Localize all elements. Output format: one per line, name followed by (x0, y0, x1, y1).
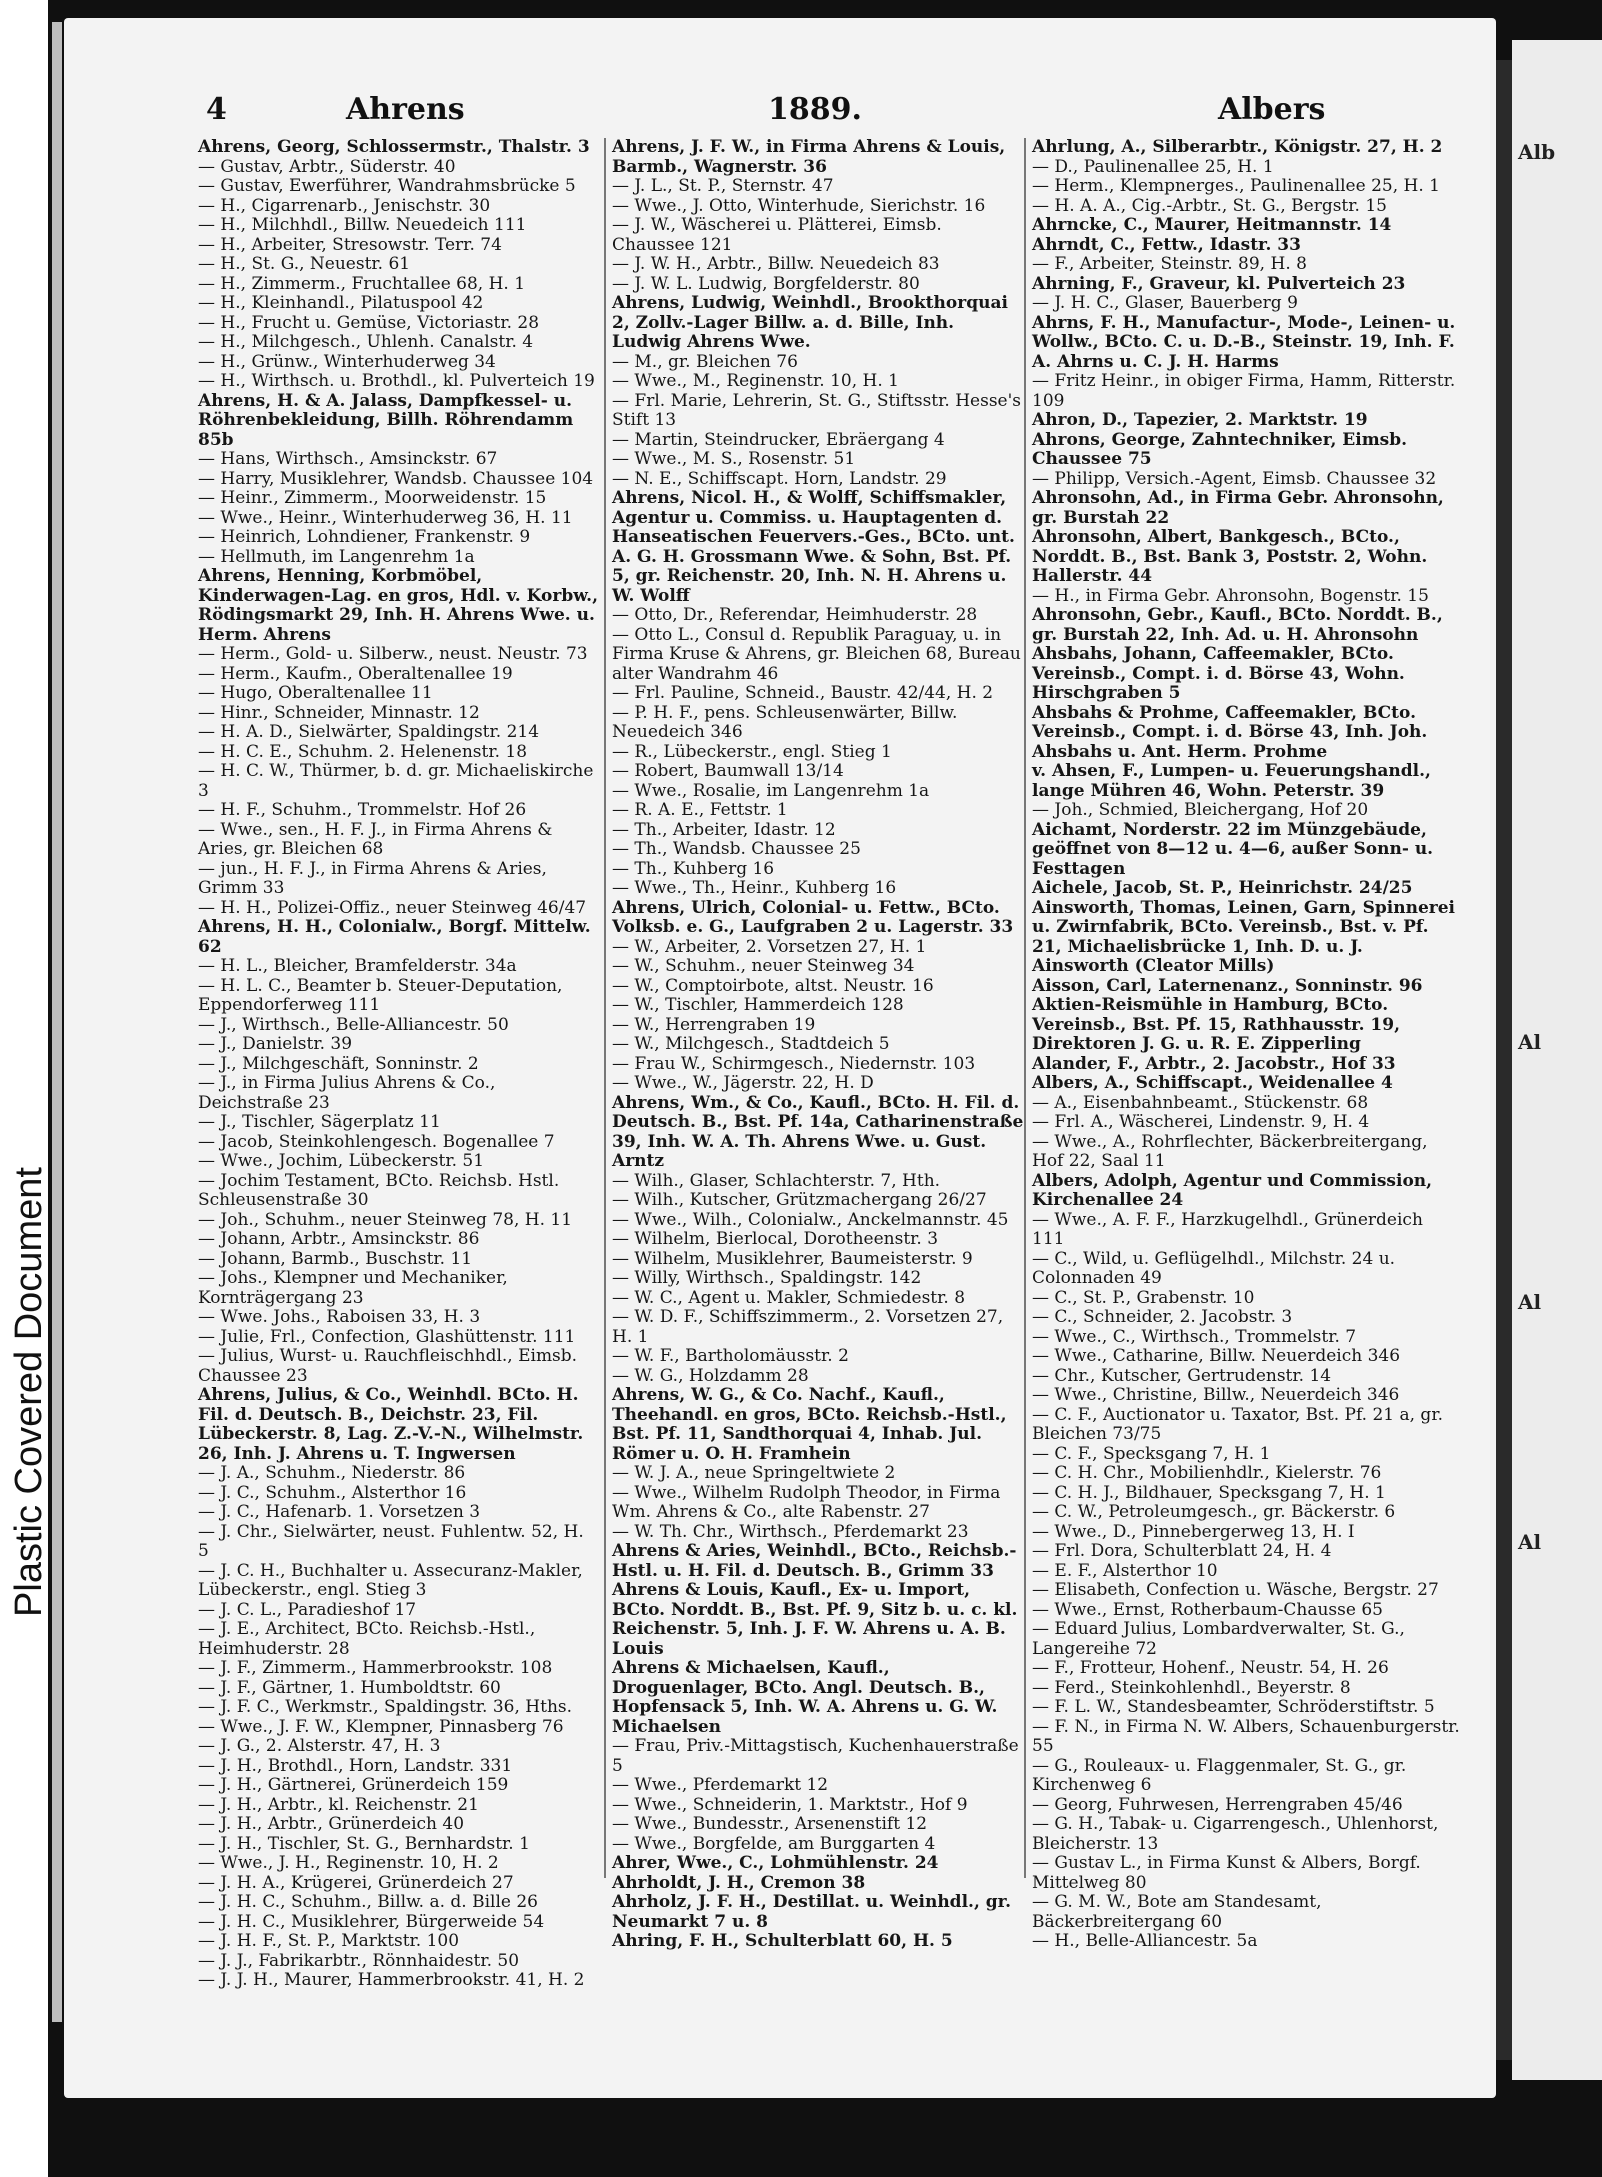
directory-entry: Ahrens, H. & A. Jalass, Dampfkessel- u. Röhrenbekleidung, Billh. Röhrendamm 85b (198, 390, 574, 450)
directory-entry: — H. C. W., Thürmer, b. d. gr. Michaeliskirche 3 (198, 761, 594, 801)
directory-entry: — Wilh., Glaser, Schlachterstr. 7, Hth. (612, 1170, 941, 1191)
directory-entry: — Harry, Musiklehrer, Wandsb. Chaussee 104 (198, 468, 594, 489)
directory-entry: Ahsbahs, Johann, Caffeemakler, BCto. Vereinsb., Compt. i. d. Börse 43, Wohn. Hirschgraben 5 (1032, 644, 1405, 703)
directory-entry: — W. J. A., neue Springeltwiete 2 (612, 1463, 896, 1483)
directory-entry: — Wwe., Rosalie, im Langenrehm 1a (612, 780, 930, 801)
next-page-fragment: Al (1518, 1030, 1542, 1054)
directory-entry: — H., Frucht u. Gemüse, Victoriastr. 28 (198, 312, 540, 333)
directory-entry: — C. F., Auctionator u. Taxator, Bst. Pf. 21 a, gr. Bleichen 73/75 (1032, 1404, 1443, 1444)
directory-entry: — H. H., Polizei-Offiz., neuer Steinweg 46/47 (198, 897, 587, 918)
directory-entry: — G. H., Tabak- u. Cigarrengesch., Uhlenhorst, Bleicherstr. 13 (1032, 1814, 1439, 1854)
directory-entry: — J. C. H., Buchhalter u. Assecuranz-Makler, Lübeckerstr., engl. Stieg 3 (198, 1560, 583, 1600)
side-watermark-label: Plastic Covered Document (8, 1167, 50, 1617)
directory-entry: — J. W. H., Arbtr., Billw. Neuedeich 83 (612, 254, 940, 274)
directory-entry: — J. H., Tischler, St. G., Bernhardstr. 1 (198, 1833, 530, 1854)
directory-entry: — H., Kleinhandl., Pilatuspool 42 (198, 293, 484, 313)
directory-entry: Albers, Adolph, Agentur und Commission, Kirchenallee 24 (1032, 1170, 1433, 1210)
directory-entry: — Julius, Wurst- u. Rauchfleischhdl., Eimsb. Chaussee 23 (198, 1346, 578, 1386)
directory-entry: — Th., Kuhberg 16 (612, 858, 775, 879)
directory-entry: Ahrens, Ulrich, Colonial- u. Fettw., BCto. Volksb. e. G., Laufgraben 2 u. Lagerstr. 33 (612, 897, 1014, 937)
directory-entry: — H. L. C., Beamter b. Steuer-Deputation, Eppendorferweg 111 (198, 975, 563, 1015)
page-header (136, 92, 1432, 132)
directory-entry: — Frau W., Schirmgesch., Niedernstr. 103 (612, 1053, 976, 1074)
directory-entry: — W. Th. Chr., Wirthsch., Pferdemarkt 23 (612, 1521, 969, 1542)
directory-entry: — Fritz Heinr., in obiger Firma, Hamm, Ritterstr. 109 (1032, 371, 1456, 411)
directory-entry: — W., Herrengraben 19 (612, 1014, 816, 1035)
directory-entry: — Otto, Dr., Referendar, Heimhuderstr. 28 (612, 605, 978, 625)
directory-entry: — Wwe., A., Rohrflechter, Bäckerbreitergang, Hof 22, Saal 11 (1032, 1131, 1428, 1171)
directory-entry: — Wilhelm, Bierlocal, Dorotheenstr. 3 (612, 1229, 939, 1249)
directory-entry: — Frl. A., Wäscherei, Lindenstr. 9, H. 4 (1032, 1112, 1370, 1132)
directory-entry: — Wwe., Catharine, Billw. Neuerdeich 346 (1032, 1346, 1401, 1366)
directory-entry: — J. H., Arbtr., kl. Reichenstr. 21 (198, 1794, 479, 1815)
next-page-edge (1512, 40, 1602, 2080)
directory-entry: Ahrens & Louis, Kaufl., Ex- u. Import, BCto. Norddt. B., Bst. Pf. 9, Sitz b. u. c. kl. Reichenstr. 5, Inh. J. F. W. Ahrens u. A. B. Louis (612, 1580, 1018, 1659)
next-page-fragment: Al (1518, 1290, 1542, 1314)
directory-entry: Aisson, Carl, Laternenanz., Sonninstr. 96 (1032, 975, 1423, 996)
directory-entry: Albers, A., Schiffscapt., Weidenallee 4 (1032, 1073, 1393, 1093)
directory-entry: Ahrons, George, Zahntechniker, Eimsb. Chaussee 75 (1032, 429, 1408, 469)
directory-entry: — Wilh., Kutscher, Grützmachergang 26/27 (612, 1190, 987, 1210)
directory-entry: — H. A. A., Cig.-Arbtr., St. G., Bergstr. 15 (1032, 195, 1387, 216)
directory-entry: — P. H. F., pens. Schleusenwärter, Billw. Neuedeich 346 (612, 702, 958, 742)
directory-entry: Ahrens, Nicol. H., & Wolff, Schiffsmakler, Agentur u. Commiss. u. Hauptagenten d. Hanseatischen Feuervers.-Ges., BCto. unt. A. G. H. Grossmann Wwe. & Sohn, Bst. Pf. 5, gr. Reichenstr. 20, Inh. N. H. Ahrens u. W. Wolff (612, 488, 1015, 606)
page-number: 4 (206, 92, 227, 127)
directory-entry: — H., Arbeiter, Stresowstr. Terr. 74 (198, 234, 502, 255)
directory-entry: Aichele, Jacob, St. P., Heinrichstr. 24/25 (1032, 878, 1413, 898)
directory-entry: — Gustav, Ewerführer, Wandrahmsbrücke 5 (198, 176, 576, 196)
directory-entry: Ahrens, W. G., & Co. Nachf., Kaufl., Theehandl. en gros, BCto. Reichsb.-Hstl., Bst. Pf. 11, Sandthorquai 4, Inhab. Jul. Römer u. O. H. Framhein (612, 1385, 1007, 1464)
directory-entry: Ahrens, Julius, & Co., Weinhdl. BCto. H. Fil. d. Deutsch. B., Deichstr. 23, Fil. Lübeckerstr. 8, Lag. Z.-V.-N., Wilhelmstr. 26, Inh. J. Ahrens u. T. Ingwersen (198, 1385, 584, 1464)
directory-entry: Ahron, D., Tapezier, 2. Marktstr. 19 (1032, 410, 1368, 430)
directory-entry: Ainsworth, Thomas, Leinen, Garn, Spinnerei u. Zwirnfabrik, BCto. Vereinsb., Bst. v. Pf. 21, Michaelisbrücke 1, Inh. D. u. J. Ainsworth (Cleator Mills) (1032, 897, 1455, 976)
directory-entry: — J. F., Zimmerm., Hammerbrookstr. 108 (198, 1658, 553, 1678)
directory-entry: — H. C. E., Schuhm. 2. Helenenstr. 18 (198, 741, 528, 762)
directory-entry: — Joh., Schuhm., neuer Steinweg 78, H. 11 (198, 1209, 573, 1230)
directory-entry: — Herm., Kaufm., Oberaltenallee 19 (198, 663, 513, 684)
directory-entry: — Ferd., Steinkohlenhdl., Beyerstr. 8 (1032, 1677, 1351, 1698)
directory-entry: — G., Rouleaux- u. Flaggenmaler, St. G., gr. Kirchenweg 6 (1032, 1755, 1407, 1795)
directory-entry: — Elisabeth, Confection u. Wäsche, Bergstr. 27 (1032, 1580, 1439, 1600)
directory-entry: — Wwe., Bundesstr., Arsenenstift 12 (612, 1814, 928, 1834)
next-page-fragment: Al (1518, 1530, 1542, 1554)
directory-entry: — C., St. P., Grabenstr. 10 (1032, 1287, 1255, 1308)
directory-entry: — Wwe., Th., Heinr., Kuhberg 16 (612, 878, 897, 898)
directory-entry: — Gustav L., in Firma Kunst & Albers, Borgf. Mittelweg 80 (1032, 1853, 1421, 1893)
directory-column-1 (198, 137, 598, 1990)
directory-entry: — Frau, Priv.-Mittagstisch, Kuchenhauerstraße 5 (612, 1736, 1019, 1776)
directory-entry: — H., Zimmerm., Fruchtallee 68, H. 1 (198, 273, 526, 294)
directory-entry: — jun., H. F. J., in Firma Ahrens & Aries, Grimm 33 (198, 858, 547, 898)
directory-entry: — Wwe., Wilhelm Rudolph Theodor, in Firma Wm. Ahrens & Co., alte Rabenstr. 27 (612, 1482, 1001, 1522)
directory-entry: — J. H., Arbtr., Grünerdeich 40 (198, 1814, 465, 1834)
directory-entry: — Frl. Marie, Lehrerin, St. G., Stiftsstr. Hesse's Stift 13 (612, 390, 1021, 430)
directory-entry: — J. F., Gärtner, 1. Humboldtstr. 60 (198, 1677, 501, 1698)
directory-entry: — Wwe., J. Otto, Winterhude, Sierichstr. 16 (612, 195, 986, 216)
directory-entry: — J. W., Wäscherei u. Plätterei, Eimsb. Chaussee 121 (612, 215, 942, 255)
directory-entry: — W. F., Bartholomäusstr. 2 (612, 1346, 849, 1366)
directory-entry: Aichamt, Norderstr. 22 im Münzgebäude, geöffnet von 8—12 u. 4—6, außer Sonn- u. Festtagen (1032, 819, 1434, 879)
directory-entry: — W. D. F., Schiffszimmerm., 2. Vorsetzen 27, H. 1 (612, 1307, 1004, 1347)
directory-entry: — J., Tischler, Sägerplatz 11 (198, 1112, 441, 1132)
directory-entry: — Otto L., Consul d. Republik Paraguay, u. in Firma Kruse & Ahrens, gr. Bleichen 68, Bureau alter Wandrahm 46 (612, 624, 1021, 684)
directory-entry: — Robert, Baumwall 13/14 (612, 761, 844, 781)
directory-entry: — H., in Firma Gebr. Ahronsohn, Bogenstr. 15 (1032, 585, 1429, 606)
directory-entry: — Wwe., Schneiderin, 1. Marktstr., Hof 9 (612, 1794, 968, 1815)
directory-entry: — Johann, Arbtr., Amsinckstr. 86 (198, 1229, 480, 1249)
directory-entry: — H., Belle-Alliancestr. 5a (1032, 1931, 1258, 1951)
next-page-fragment: Alb (1518, 140, 1556, 164)
directory-entry: — Herm., Gold- u. Silberw., neust. Neustr. 73 (198, 644, 588, 664)
directory-entry: — J. W. L. Ludwig, Borgfelderstr. 80 (612, 273, 920, 294)
directory-entry: — C. H. J., Bildhauer, Specksgang 7, H. 1 (1032, 1482, 1386, 1503)
directory-entry: — H., Wirthsch. u. Brothdl., kl. Pulverteich 19 (198, 371, 595, 391)
directory-entry: — H. A. D., Sielwärter, Spaldingstr. 214 (198, 722, 540, 742)
directory-entry: Ahrens, H. H., Colonialw., Borgf. Mittelw. 62 (198, 917, 591, 957)
column-divider (604, 138, 606, 1878)
directory-entry: — D., Paulinenallee 25, H. 1 (1032, 156, 1274, 177)
directory-entry: — Wwe., J. H., Reginenstr. 10, H. 2 (198, 1853, 499, 1873)
directory-entry: — J. H. A., Krügerei, Grünerdeich 27 (198, 1872, 514, 1893)
directory-entry: — Wwe., Pferdemarkt 12 (612, 1775, 829, 1795)
directory-entry: Ahrens, J. F. W., in Firma Ahrens & Louis, Barmb., Wagnerstr. 36 (612, 137, 1006, 177)
directory-entry: Aktien-Reismühle in Hamburg, BCto. Vereinsb., Bst. Pf. 15, Rathhausstr. 19, Direktoren J. G. u. R. E. Zipperling (1032, 995, 1400, 1054)
directory-entry: — C. F., Specksgang 7, H. 1 (1032, 1443, 1271, 1464)
running-head-left: Ahrens (346, 92, 465, 127)
directory-entry: — H., Milchhdl., Billw. Neuedeich 111 (198, 215, 527, 235)
directory-column-2 (612, 137, 1024, 1951)
directory-entry: — Wwe., C., Wirthsch., Trommelstr. 7 (1032, 1326, 1357, 1347)
directory-entry: — H., Milchgesch., Uhlenh. Canalstr. 4 (198, 332, 534, 352)
directory-entry: Ahrns, F. H., Manufactur-, Mode-, Leinen- u. Wollw., BCto. C. u. D.-B., Steinstr. 19, Inh. F. A. Ahrns u. C. J. H. Harms (1032, 312, 1456, 372)
directory-entry: Ahrlung, A., Silberarbtr., Königstr. 27, H. 2 (1032, 137, 1443, 157)
directory-entry: — Wwe., Wilh., Colonialw., Anckelmannstr. 45 (612, 1209, 1009, 1230)
directory-entry: Ahrholdt, J. H., Cremon 38 (612, 1872, 866, 1893)
directory-entry: — E. F., Alsterthor 10 (1032, 1560, 1218, 1581)
directory-entry: Alander, F., Arbtr., 2. Jacobstr., Hof 33 (1032, 1053, 1396, 1074)
directory-entry: — Th., Arbeiter, Idastr. 12 (612, 819, 836, 840)
directory-entry: — Hans, Wirthsch., Amsinckstr. 67 (198, 449, 498, 469)
directory-entry: — H., St. G., Neuestr. 61 (198, 254, 411, 274)
directory-entry: — J., Wirthsch., Belle-Alliancestr. 50 (198, 1014, 509, 1035)
directory-entry: — R., Lübeckerstr., engl. Stieg 1 (612, 741, 892, 762)
directory-entry: Ahrncke, C., Maurer, Heitmannstr. 14 (1032, 215, 1392, 235)
directory-entry: — Johann, Barmb., Buschstr. 11 (198, 1248, 473, 1269)
directory-entry: — J. H. F., St. P., Marktstr. 100 (198, 1931, 460, 1951)
directory-entry: — G. M. W., Bote am Standesamt, Bäckerbreitergang 60 (1032, 1892, 1322, 1932)
directory-entry: — Heinr., Zimmerm., Moorweidenstr. 15 (198, 488, 547, 508)
directory-entry: — W., Comptoirbote, altst. Neustr. 16 (612, 975, 934, 996)
directory-entry: — H. L., Bleicher, Bramfelderstr. 34a (198, 956, 517, 976)
directory-entry: Ahronsohn, Albert, Bankgesch., BCto., Norddt. B., Bst. Bank 3, Poststr. 2, Wohn. Hallerstr. 44 (1032, 527, 1428, 586)
directory-entry: — N. E., Schiffscapt. Horn, Landstr. 29 (612, 468, 947, 489)
directory-entry: Ahronsohn, Gebr., Kaufl., BCto. Norddt. B., gr. Burstah 22, Inh. Ad. u. H. Ahronsohn (1032, 605, 1443, 645)
directory-entry: — Wwe., M. S., Rosenstr. 51 (612, 449, 856, 469)
directory-entry: — Willy, Wirthsch., Spaldingstr. 142 (612, 1268, 922, 1288)
running-head-right: Albers (1218, 92, 1326, 127)
directory-entry: — W., Milchgesch., Stadtdeich 5 (612, 1034, 890, 1054)
directory-entry: — Jochim Testament, BCto. Reichsb. Hstl. Schleusenstraße 30 (198, 1170, 560, 1210)
directory-entry: — J. A., Schuhm., Niederstr. 86 (198, 1463, 466, 1483)
directory-entry: — Hugo, Oberaltenallee 11 (198, 683, 433, 703)
directory-entry: — C., Wild, u. Geflügelhdl., Milchstr. 24 u. Colonnaden 49 (1032, 1248, 1396, 1288)
directory-entry: — J. E., Architect, BCto. Reichsb.-Hstl., Heimhuderstr. 28 (198, 1619, 536, 1659)
directory-entry: — C. W., Petroleumgesch., gr. Bäckerstr. 6 (1032, 1502, 1396, 1522)
directory-entry: — Philipp, Versich.-Agent, Eimsb. Chaussee 32 (1032, 468, 1437, 489)
directory-entry: — Wwe., Borgfelde, am Burggarten 4 (612, 1833, 936, 1854)
directory-entry: — Hinr., Schneider, Minnastr. 12 (198, 702, 480, 723)
directory-entry: — Wwe., W., Jägerstr. 22, H. D (612, 1073, 874, 1093)
directory-entry: — Wwe., sen., H. F. J., in Firma Ahrens & Aries, gr. Bleichen 68 (198, 819, 553, 859)
directory-entry: — Eduard Julius, Lombardverwalter, St. G., Langereihe 72 (1032, 1619, 1405, 1659)
directory-entry: — J. H. C., Schuhm., Billw. a. d. Bille 26 (198, 1892, 538, 1912)
directory-entry: Ahring, F. H., Schulterblatt 60, H. 5 (612, 1931, 953, 1951)
directory-entry: — F., Arbeiter, Steinstr. 89, H. 8 (1032, 254, 1307, 274)
directory-entry: Ahrens, Georg, Schlossermstr., Thalstr. 3 (198, 137, 590, 157)
directory-entry: — F. N., in Firma N. W. Albers, Schauenburgerstr. 55 (1032, 1716, 1460, 1756)
directory-entry: Ahrer, Wwe., C., Lohmühlenstr. 24 (612, 1853, 939, 1873)
directory-entry: — Herm., Klempnerges., Paulinenallee 25, H. 1 (1032, 176, 1440, 196)
directory-entry: Ahrens & Michaelsen, Kaufl., Droguenlager, BCto. Angl. Deutsch. B., Hopfensack 5, Inh. W. A. Ahrens u. G. W. Michaelsen (612, 1658, 998, 1737)
directory-entry: — J., Danielstr. 39 (198, 1034, 353, 1054)
directory-entry: — Hellmuth, im Langenrehm 1a (198, 546, 475, 567)
directory-entry: — Wilhelm, Musiklehrer, Baumeisterstr. 9 (612, 1248, 973, 1269)
directory-column-3 (1032, 137, 1460, 1951)
directory-entry: Ahrens, Wm., & Co., Kaufl., BCto. H. Fil. d. Deutsch. B., Bst. Pf. 14a, Catharinenstraße 39, Inh. W. A. Th. Ahrens Wwe. u. Gust. Arntz (612, 1092, 1024, 1171)
directory-entry: — Wwe., A. F. F., Harzkugelhdl., Grünerdeich 111 (1032, 1209, 1423, 1249)
directory-entry: — J. Chr., Sielwärter, neust. Fuhlentw. 52, H. 5 (198, 1521, 584, 1561)
directory-entry: — H., Cigarrenarb., Jenischstr. 30 (198, 195, 491, 216)
directory-entry: — Gustav, Arbtr., Süderstr. 40 (198, 156, 456, 177)
directory-entry: — J. L., St. P., Sternstr. 47 (612, 176, 834, 196)
directory-entry: Ahrens, Henning, Korbmöbel, Kinderwagen-Lag. en gros, Hdl. v. Korbw., Rödingsmarkt 29, Inh. H. Ahrens Wwe. u. Herm. Ahrens (198, 566, 598, 645)
directory-entry: — J. C., Schuhm., Alsterthor 16 (198, 1482, 467, 1503)
directory-entry: — J., Milchgeschäft, Sonninstr. 2 (198, 1053, 479, 1074)
directory-entry: — Wwe., Heinr., Winterhuderweg 36, H. 11 (198, 507, 573, 528)
directory-entry: — Chr., Kutscher, Gertrudenstr. 14 (1032, 1365, 1332, 1386)
directory-entry: — Wwe., D., Pinnebergerweg 13, H. I (1032, 1521, 1355, 1542)
directory-entry: Ahrens & Aries, Weinhdl., BCto., Reichsb.-Hstl. u. H. Fil. d. Deutsch. B., Grimm 33 (612, 1541, 1017, 1581)
directory-entry: — Johs., Klempner und Mechaniker, Kornträgergang 23 (198, 1268, 508, 1308)
directory-entry: — J. C., Hafenarb. 1. Vorsetzen 3 (198, 1502, 481, 1522)
directory-entry: Ahsbahs & Prohme, Caffeemakler, BCto. Vereinsb., Compt. i. d. Börse 43, Inh. Joh. Ahsbahs u. Ant. Herm. Prohme (1032, 702, 1428, 762)
directory-entry: — Th., Wandsb. Chaussee 25 (612, 839, 861, 859)
directory-entry: — Wwe., M., Reginenstr. 10, H. 1 (612, 371, 899, 391)
directory-entry: v. Ahsen, F., Lumpen- u. Feuerungshandl., lange Mühren 46, Wohn. Peterstr. 39 (1032, 761, 1431, 801)
directory-entry: — H., Grünw., Winterhuderweg 34 (198, 351, 496, 372)
directory-entry: — A., Eisenbahnbeamt., Stückenstr. 68 (1032, 1092, 1369, 1113)
directory-entry: — F., Frotteur, Hohenf., Neustr. 54, H. 26 (1032, 1658, 1389, 1678)
directory-entry: — W. G., Holzdamm 28 (612, 1365, 809, 1386)
directory-entry: — J. J., Fabrikarbtr., Rönnhaidestr. 50 (198, 1950, 520, 1971)
directory-entry: — Wwe. Johs., Raboisen 33, H. 3 (198, 1307, 481, 1327)
directory-entry: — Georg, Fuhrwesen, Herrengraben 45/46 (1032, 1794, 1403, 1815)
directory-entry: — J. H., Gärtnerei, Grünerdeich 159 (198, 1775, 509, 1795)
directory-entry: — J. C. L., Paradieshof 17 (198, 1599, 417, 1620)
directory-entry: — W., Schuhm., neuer Steinweg 34 (612, 956, 915, 976)
directory-entry: — Martin, Steindrucker, Ebräergang 4 (612, 429, 945, 450)
directory-entry: Ahrndt, C., Fettw., Idastr. 33 (1032, 234, 1301, 255)
page-stack-edge (52, 22, 62, 2022)
directory-entry: — Jacob, Steinkohlengesch. Bogenallee 7 (198, 1131, 555, 1152)
directory-entry: — H. F., Schuhm., Trommelstr. Hof 26 (198, 800, 527, 820)
directory-entry: — J. H., Brothdl., Horn, Landstr. 331 (198, 1755, 513, 1776)
directory-entry: — Frl. Dora, Schulterblatt 24, H. 4 (1032, 1541, 1332, 1561)
directory-entry: — J. F. C., Werkmstr., Spaldingstr. 36, Hths. (198, 1697, 573, 1717)
column-divider (1024, 138, 1026, 1878)
directory-entry: — Frl. Pauline, Schneid., Baustr. 42/44, H. 2 (612, 683, 994, 703)
directory-entry: — J. H. C., Glaser, Bauerberg 9 (1032, 293, 1298, 313)
directory-entry: — Julie, Frl., Confection, Glashüttenstr. 111 (198, 1326, 576, 1347)
directory-entry: — J. G., 2. Alsterstr. 47, H. 3 (198, 1736, 441, 1756)
directory-entry: — F. L. W., Standesbeamter, Schröderstiftstr. 5 (1032, 1697, 1435, 1717)
page-year: 1889. (768, 92, 862, 127)
directory-entry: Ahrholz, J. F. H., Destillat. u. Weinhdl., gr. Neumarkt 7 u. 8 (612, 1892, 1011, 1932)
directory-entry: — W., Arbeiter, 2. Vorsetzen 27, H. 1 (612, 936, 927, 957)
directory-entry: Ahrning, F., Graveur, kl. Pulverteich 23 (1032, 273, 1406, 294)
directory-entry: — C. H. Chr., Mobilienhdlr., Kielerstr. 76 (1032, 1463, 1382, 1483)
directory-entry: Ahrens, Ludwig, Weinhdl., Brookthorquai 2, Zollv.-Lager Billw. a. d. Bille, Inh. Ludwig Ahrens Wwe. (612, 293, 1008, 352)
scan-margin-strip (0, 0, 48, 2177)
directory-entry: — Wwe., Jochim, Lübeckerstr. 51 (198, 1151, 485, 1171)
directory-entry: — Wwe., Ernst, Rotherbaum-Chausse 65 (1032, 1599, 1383, 1620)
directory-entry: — Wwe., J. F. W., Klempner, Pinnasberg 76 (198, 1716, 564, 1737)
directory-entry: — Wwe., Christine, Billw., Neuerdeich 346 (1032, 1385, 1400, 1405)
directory-entry: — J. H. C., Musiklehrer, Bürgerweide 54 (198, 1911, 545, 1932)
directory-entry: — W., Tischler, Hammerdeich 128 (612, 995, 904, 1015)
directory-entry: — C., Schneider, 2. Jacobstr. 3 (1032, 1307, 1293, 1327)
directory-entry: — J., in Firma Julius Ahrens & Co., Deichstraße 23 (198, 1073, 496, 1113)
directory-entry: — Heinrich, Lohndiener, Frankenstr. 9 (198, 527, 531, 547)
directory-entry: — R. A. E., Fettstr. 1 (612, 800, 788, 820)
directory-entry: — J. J. H., Maurer, Hammerbrookstr. 41, H. 2 (198, 1970, 585, 1990)
directory-entry: Ahronsohn, Ad., in Firma Gebr. Ahronsohn, gr. Burstah 22 (1032, 488, 1444, 528)
directory-entry: — W. C., Agent u. Makler, Schmiedestr. 8 (612, 1287, 966, 1308)
directory-entry: — M., gr. Bleichen 76 (612, 351, 798, 372)
directory-entry: — Joh., Schmied, Bleichergang, Hof 20 (1032, 800, 1369, 820)
